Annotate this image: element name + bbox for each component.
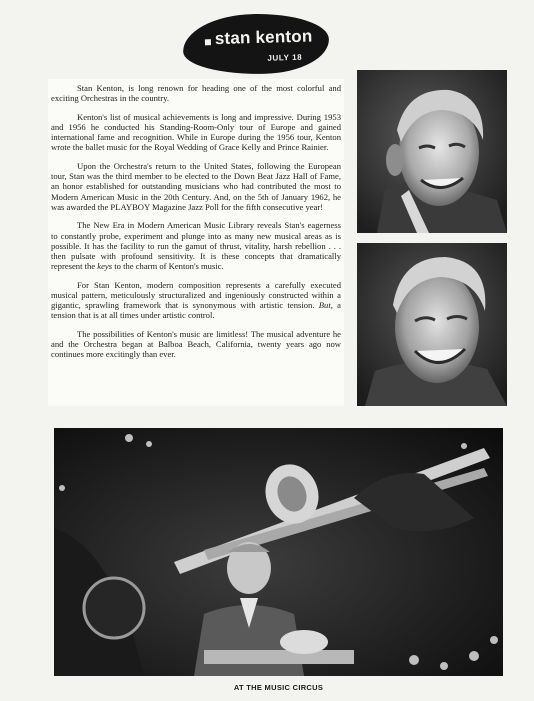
article-paragraph: Stan Kenton, is long renown for heading one of the most colorful and exciting Orchestras in the country. (51, 83, 341, 104)
photo-caption: AT THE MUSIC CIRCUS (233, 683, 324, 692)
portrait-photo-top (357, 70, 507, 233)
portrait-photo-bottom (357, 243, 507, 406)
banner-title: stan kenton (214, 26, 313, 49)
concert-photo (54, 428, 503, 676)
bullet-mark (205, 39, 211, 45)
article-text (48, 79, 344, 406)
article-paragraph: For Stan Kenton, modern composition represents a carefully executed musical pattern, meticulously structuralized and ingeniously constructed within a gigantic, sprawling framework that is synonymous with artistic tension. But, a tension that is at all times under artistic control. (51, 279, 342, 321)
article-paragraph: The New Era in Modern American Music Library reveals Stan's eagerness to constantly probe, experiment and plunge into as many new musical areas as is possible. It has the facility to run the gamut of thrust, vitality, harsh rebellion . . . then pulsate with profound sensitivity. It is these concepts that dramatically represent the keys to the charm of Kenton's music. (51, 220, 341, 272)
article-paragraph: Kenton's list of musical achievements is long and impressive. During 1953 and 1956 he conducted his Standing-Room-Only tour of Europe and gained international fame and recognition. While in Europe during the 1956 tour, Kenton wrote the ballet music for the Royal Wedding of Grace Kelly and Prince Rainier. (51, 111, 341, 153)
article-paragraph: The possibilities of Kenton's music are limitless! The musical adventure he and the Orchestra began at Balboa Beach, California, twenty years ago now continues more excitingly than ever. (51, 329, 341, 360)
title-banner (182, 12, 330, 76)
banner-date: JULY 18 (267, 52, 303, 63)
article-paragraph: Upon the Orchestra's return to the United States, following the European tour, Stan was the third member to be elected to the Down Beat Jazz Hall of Fame, an honor established for outstanding musicians who had contributed the most to Modern American Music in the 20th Century. And, on the 5th of January 1962, he was awarded the PLAYBOY Magazine Jazz Poll for the fifth consecutive year! (51, 161, 341, 212)
